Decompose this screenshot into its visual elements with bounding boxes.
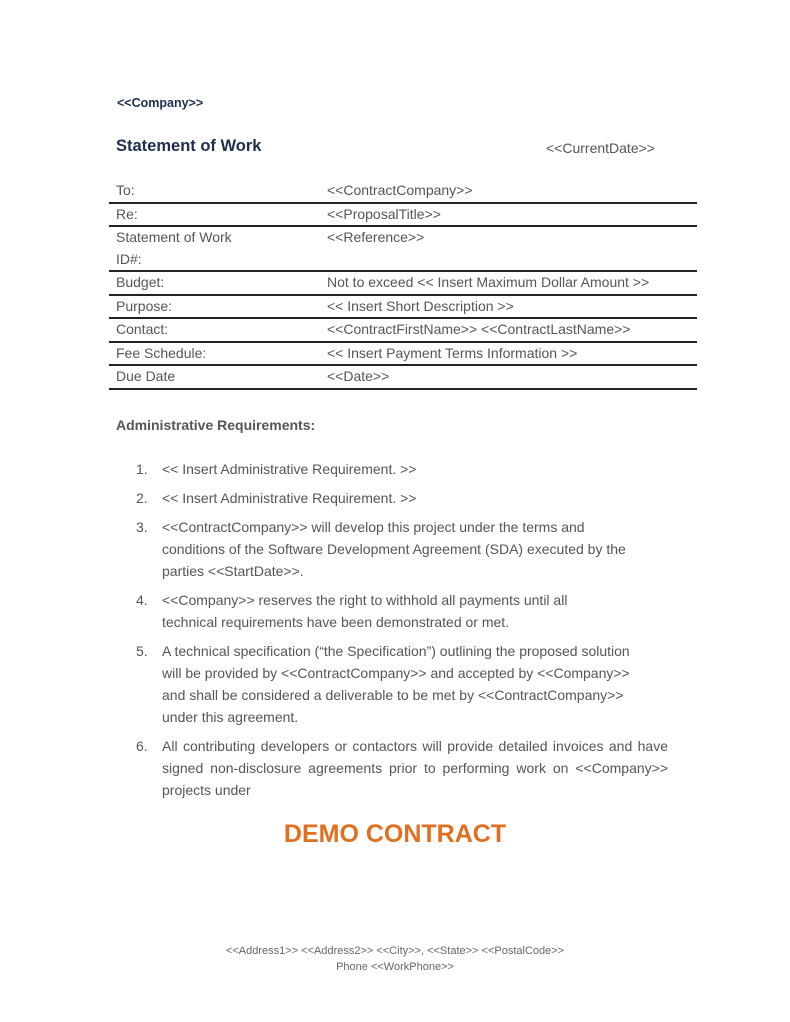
list-item (136, 516, 668, 582)
row-label: Statement of Work ID#: (116, 229, 232, 267)
demo-watermark: DEMO CONTRACT (283, 820, 507, 848)
row-value: << Insert Short Description >> (327, 297, 514, 314)
item-number: 3. (136, 519, 148, 535)
table-row (109, 343, 697, 367)
row-value: << Insert Payment Terms Information >> (327, 344, 578, 361)
list-item (136, 458, 668, 480)
row-value: <<ContractCompany>> (327, 182, 473, 198)
item-text: <<Company>> reserves the right to withhold all payments until all technical requirements have been demonstrated or met. (162, 592, 568, 630)
table-row (109, 319, 697, 343)
footer-address: <<Address1>> <<Address2>> <<City>>, <<State>> <<PostalCode>> (225, 945, 565, 957)
list-item (136, 589, 668, 633)
document-title: Statement of Work (116, 137, 262, 155)
footer (0, 944, 790, 975)
company-name: <<Company>> (117, 96, 204, 110)
admin-requirements-list (136, 458, 668, 808)
item-text: <<ContractCompany>> will develop this project under the terms and conditions of the Software Development Agreement (SDA) executed by the parties <<StartDate>>. (162, 519, 626, 579)
table-row (109, 180, 697, 204)
row-label: Purpose: (116, 297, 173, 314)
table-row (109, 227, 697, 272)
table-row (109, 366, 697, 390)
item-text: All contributing developers or contactors will provide detailed invoices and have signed non-disclosure agreements prior to performing work on <<Company>> projects under (162, 738, 668, 798)
item-text: << Insert Administrative Requirement. >> (162, 461, 417, 477)
details-table (109, 180, 697, 390)
row-label: Re: (116, 205, 138, 222)
item-text: << Insert Administrative Requirement. >> (162, 490, 417, 506)
row-label: Due Date (116, 368, 176, 384)
row-value: <<Reference>> (327, 229, 425, 245)
table-row (109, 296, 697, 320)
item-number: 5. (136, 643, 148, 659)
item-number: 1. (136, 461, 148, 477)
item-number: 2. (136, 490, 148, 506)
row-value: Not to exceed << Insert Maximum Dollar Amount >> (327, 274, 650, 290)
row-value: <<ContractFirstName>> <<ContractLastName>> (327, 321, 631, 337)
item-text: A technical specification (“the Specification”) outlining the proposed solution will be provided by <<ContractCompany>> and accepted by <<Company>> and shall be considered a deliverable to be met by <<ContractCompany>> under this agreement. (162, 643, 630, 725)
footer-phone: Phone <<WorkPhone>> (336, 960, 454, 973)
list-item (136, 735, 668, 801)
list-item (136, 640, 668, 728)
row-label: Budget: (116, 274, 165, 290)
current-date: <<CurrentDate>> (546, 140, 655, 156)
row-value: <<ProposalTitle>> (327, 205, 441, 222)
table-row (109, 204, 697, 228)
list-item (136, 487, 668, 509)
row-label: Contact: (116, 321, 169, 337)
row-value: <<Date>> (327, 368, 390, 384)
row-label: To: (116, 182, 135, 198)
item-number: 4. (136, 592, 148, 608)
item-number: 6. (136, 738, 148, 754)
row-label: Fee Schedule: (116, 344, 207, 361)
table-row (109, 272, 697, 296)
admin-requirements-heading: Administrative Requirements: (116, 417, 316, 433)
